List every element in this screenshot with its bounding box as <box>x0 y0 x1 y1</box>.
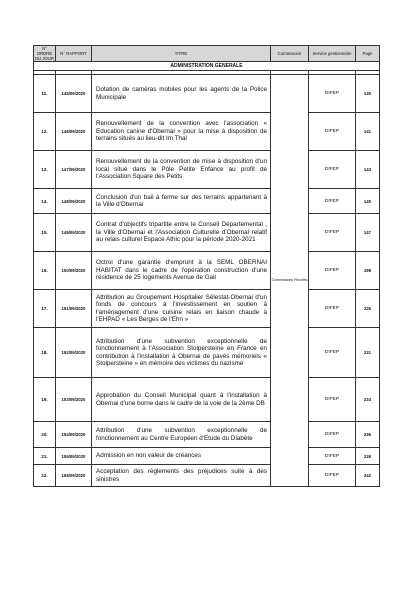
page-number: 231 <box>356 328 380 378</box>
row-number: 22. <box>34 465 56 487</box>
row-title: Admission en non valeur de créances <box>92 448 271 465</box>
report-number: 153/09/2020 <box>56 378 92 422</box>
service-cell: DIFEP <box>309 378 356 422</box>
row-number: 18. <box>34 328 56 378</box>
table-row <box>34 465 380 487</box>
service-cell: DIFEP <box>309 422 356 448</box>
table-row <box>34 189 380 214</box>
report-number: 156/09/2020 <box>56 465 92 487</box>
page-number: 239 <box>356 448 380 465</box>
service-cell: DIFEP <box>309 448 356 465</box>
page-number: 226 <box>356 290 380 328</box>
page-number: 143 <box>356 151 380 189</box>
table-row <box>34 378 380 422</box>
page-number: 236 <box>356 422 380 448</box>
row-number: 13. <box>34 151 56 189</box>
row-number: 11. <box>34 75 56 113</box>
row-title: Octroi d'une garantie d'emprunt à la SEML OBERNAI HABITAT dans le cadre de l'opération construction d'une résidence de 25 logements Avenue de Gail <box>92 252 271 290</box>
col-service: Service gestionnaire <box>309 46 356 62</box>
row-title: Approbation du Conseil Municipal quant à l'installation à Obernai d'une borne dans le cadre de la voie de la 2ème DB <box>92 378 271 422</box>
col-commission: Commission <box>271 46 309 62</box>
report-number: 155/09/2020 <box>56 448 92 465</box>
service-cell: DIFEP <box>309 214 356 252</box>
table-row <box>34 214 380 252</box>
service-cell: DIFEP <box>309 151 356 189</box>
report-number: 154/09/2020 <box>56 422 92 448</box>
row-number: 15. <box>34 214 56 252</box>
row-number: 20. <box>34 422 56 448</box>
row-title: Contrat d'objectifs tripartite entre le Conseil Départemental , la Ville d'Obernai et l'Association Culturelle d'Obernai relatif au relais culturel Espace Athic pour la période 2020-2021 <box>92 214 271 252</box>
col-titre: TITRE <box>92 46 271 62</box>
service-cell: DIFEP <box>309 252 356 290</box>
page-number: 198 <box>356 252 380 290</box>
report-number: 151/09/2020 <box>56 290 92 328</box>
row-number: 19. <box>34 378 56 422</box>
report-number: 147/09/2020 <box>56 151 92 189</box>
section-row <box>34 62 380 71</box>
page-number: 242 <box>356 465 380 487</box>
table-row <box>34 252 380 290</box>
report-number: 152/09/2020 <box>56 328 92 378</box>
row-title: Attribution d'une subvention exceptionnelle de fonctionnement à l'Association Stolpersteine en France en contribution à l'installation à Obernai de pavés mémoriels « Stolpersteine » en mémoire des victimes du nazisme <box>92 328 271 378</box>
table-row <box>34 448 380 465</box>
report-number: 146/09/2020 <box>56 113 92 151</box>
service-cell: DIFEP <box>309 113 356 151</box>
row-title: Renouvellement de la convention de mise à disposition d'un local situé dans le Pôle Petite Enfance au profit de l'Association Square des Petits <box>92 151 271 189</box>
row-title: Attribution d'une subvention exceptionnelle de fonctionnement au Centre Européen d'Etude du Diabète <box>92 422 271 448</box>
commission-cell: Commissions Réunies <box>271 75 309 487</box>
page-number: 145 <box>356 189 380 214</box>
header-row <box>34 46 380 62</box>
table-row <box>34 151 380 189</box>
table-row <box>34 113 380 151</box>
row-number: 16. <box>34 252 56 290</box>
report-number: 148/09/2020 <box>56 189 92 214</box>
row-title: Acceptation des règlements des préjudices suite à des sinistres <box>92 465 271 487</box>
page-number: 135 <box>356 75 380 113</box>
service-cell: DIFEP <box>309 290 356 328</box>
table-row <box>34 328 380 378</box>
row-title: Attribution au Groupement Hospitalier Sélestat-Obernai d'un fonds de concours à l'investissement en soutien à l'aménagement d'une cuisine relais en liaison chaude à l'EHPAD « Les Berges de l'Ehn » <box>92 290 271 328</box>
table-row <box>34 422 380 448</box>
report-number: 150/09/2020 <box>56 252 92 290</box>
agenda-sheet <box>33 45 379 487</box>
table-row <box>34 290 380 328</box>
col-page: Page <box>356 46 380 62</box>
table-row <box>34 75 380 113</box>
row-number: 21. <box>34 448 56 465</box>
col-ordre: N° ORDRE DU JOUR <box>34 46 55 61</box>
section-title: ADMINISTRATION GENERALE <box>34 62 380 71</box>
service-cell: DIFEP <box>309 75 356 113</box>
agenda-table <box>33 45 380 487</box>
row-number: 17. <box>34 290 56 328</box>
row-title: Dotation de caméras mobiles pour les agents de la Police Municipale <box>92 75 271 113</box>
page-number: 147 <box>356 214 380 252</box>
service-cell: DIFEP <box>309 189 356 214</box>
row-title: Conclusion d'un bail à ferme sur des terrains appartenant à la Ville d'Obernai <box>92 189 271 214</box>
service-cell: DIFEP <box>309 465 356 487</box>
page-number: 141 <box>356 113 380 151</box>
row-number: 12. <box>34 113 56 151</box>
row-title: Renouvellement de la convention avec l'association « Education canine d'Obernai » pour la mise à disposition de terrains situés au lieu-dit Im Thal <box>92 113 271 151</box>
row-number: 14. <box>34 189 56 214</box>
col-rapport: N° RAPPORT <box>56 46 92 62</box>
page-number: 234 <box>356 378 380 422</box>
report-number: 145/09/2020 <box>56 75 92 113</box>
service-cell: DIFEP <box>309 328 356 378</box>
report-number: 149/09/2020 <box>56 214 92 252</box>
